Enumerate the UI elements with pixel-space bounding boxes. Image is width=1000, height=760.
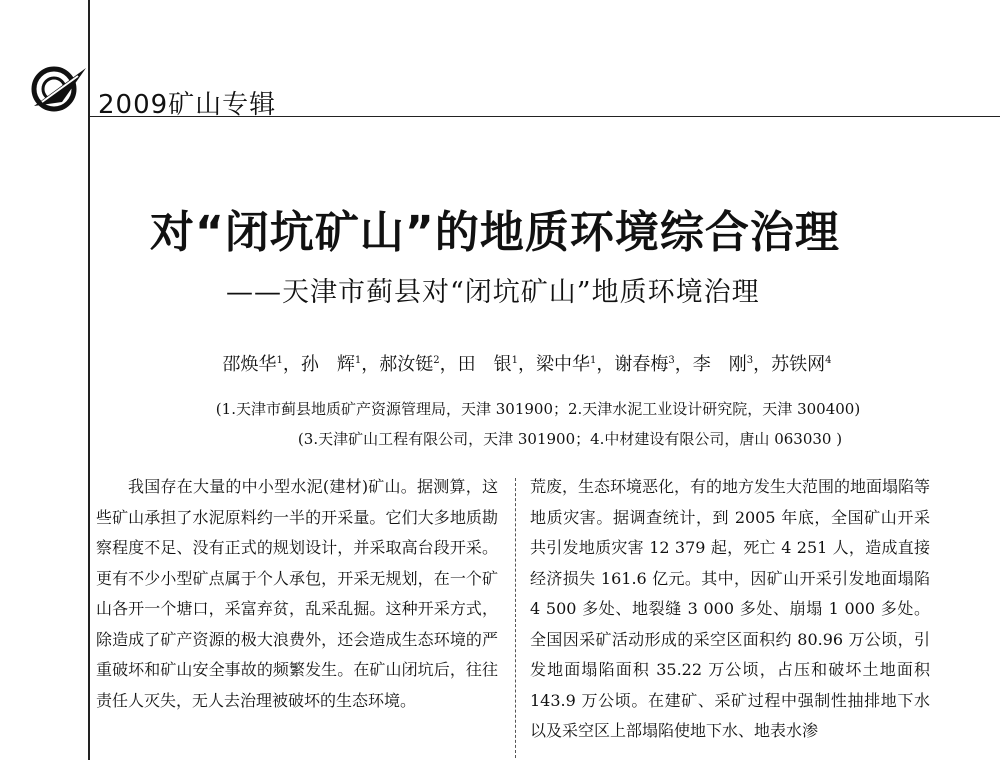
author-affiliation-marker: 1 [511,355,518,366]
author [771,354,831,375]
body-column-right [530,472,930,747]
journal-title: 2009矿山专辑 [98,90,277,120]
author-affiliation-marker: 1 [354,355,362,366]
author-name: 李 刚 [692,354,747,375]
body-paragraph: 我国存在大量的中小型水泥(建材)矿山。据测算，这些矿山承担了水泥原料约一半的开采量。它们大多地质勘察程度不足、没有正式的规划设计，并采取高台段开采。更有不少小型矿点属于个人承包，开采无规划，在一个矿山各开一个塘口，采富弃贫，乱采乱掘。这种开采方式，除造成了矿产资源的极大浪费外，还会造成生态环境的严重破坏和矿山安全事故的频繁发生。在矿山闭坑后，往往责任人灭失，无人去治理被破坏的生态环境。 [96,477,498,710]
author-affiliation-marker: 3 [668,355,675,366]
left-margin-line [88,0,90,760]
author-name: 田 银 [457,354,512,375]
author [223,354,283,375]
author-name: 郝汝铤 [379,354,434,375]
author-affiliation-marker: 2 [433,355,440,366]
author-name: 邵焕华 [222,354,277,375]
affiliation-line-2: (3.天津矿山工程有限公司，天津 301900；4.中材建设有限公司，唐山 063030 ) [297,430,843,448]
author [301,354,361,375]
author-name: 孙 辉 [300,354,355,375]
column-divider [515,478,516,758]
author-affiliation-marker: 4 [825,355,832,366]
journal-logo-icon [28,62,90,112]
author [693,354,753,375]
author-name: 梁中华 [536,354,590,375]
body-column-left [96,472,498,716]
author [458,354,518,375]
author-list: 邵焕华$^1$，孙 辉$^1$，郝汝铤$^2$，田 银$^1$，梁中华$^1$，谢春梅$^3$，李 刚$^3$，苏铁网$^4$ [222,354,832,375]
author-affiliation-marker: 1 [590,355,597,366]
author-name: 苏铁网 [771,354,826,375]
article-title: 对“闭坑矿山”的地质环境综合治理 [150,207,840,258]
body-paragraph: 荒废，生态环境恶化，有的地方发生大范围的地面塌陷等地质灾害。据调查统计，到 2005 年底，全国矿山开采共引发地质灾害 12 379 起，死亡 4 251 人，造成直接经济损失 161.6 亿元。其中，因矿山开采引发地面塌陷 4 500 多处、地裂缝 3 000 多处、崩塌 1 000 多处。全国因采矿活动形成的采空区面积约 80.96 万公顷，引发地面塌陷面积 35.22 万公顷，占压和破坏土地面积 143.9 万公顷。在建矿、采矿过程中强制性抽排地下水以及采空区上部塌陷使地下水、地表水渗 [530,477,931,740]
affiliation-line-1: (1.天津市蓟县地质矿产资源管理局，天津 301900；2.天津水泥工业设计研究院，天津 300400) [215,400,861,418]
author [536,354,596,375]
author [614,354,674,375]
author-affiliation-marker: 3 [746,355,754,366]
author [379,354,439,375]
article-subtitle: ——天津市蓟县对“闭坑矿山”地质环境治理 [226,277,760,308]
author-affiliation-marker: 1 [276,355,283,366]
author-name: 谢春梅 [614,354,669,375]
